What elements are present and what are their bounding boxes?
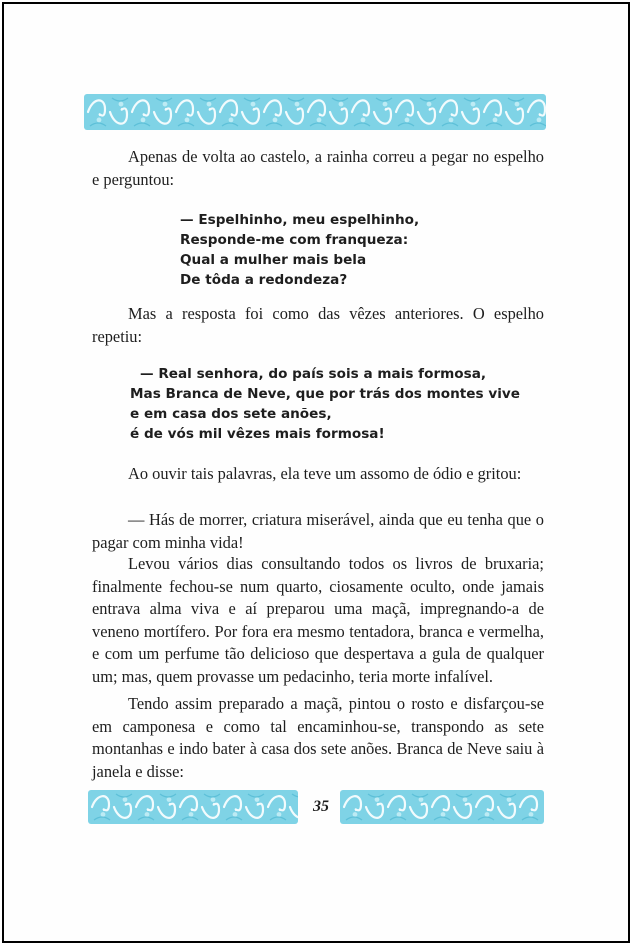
bottom-ornament-left xyxy=(88,790,298,824)
page-number: 35 xyxy=(313,798,329,815)
paragraph-5: Levou vários dias consultando todos os livros de bruxaria; finalmente fechou-se num quarto, ciosamente oculto, onde jamais entrava alma viva e aí preparou uma maçã, impregnando-a de veneno mortífero. Por fora era mesmo tentadora, branca e vermelha, e com um perfume tão delicioso que despertava a gula de qualquer um; mas, quem provasse um pedacinho, teria morte infalível. xyxy=(92,554,544,686)
scroll-ornament-icon xyxy=(340,790,544,824)
book-page xyxy=(2,2,630,943)
verse-line: Mas Branca de Neve, que por trás dos montes vive xyxy=(130,386,520,402)
paragraph-6: Tendo assim preparado a maçã, pintou o rosto e disfarçou-se em camponesa e como tal encaminhou-se, transpondo as sete montanhas e indo bater à casa dos sete anões. Branca de Neve saiu à janela e disse: xyxy=(92,694,544,781)
bottom-ornament-right xyxy=(340,790,544,824)
paragraph-4: — Hás de morrer, criatura miserável, ainda que eu tenha que o pagar com minha vida! xyxy=(92,510,544,552)
scroll-ornament-icon xyxy=(88,790,298,824)
verse-line: e em casa dos sete anões, xyxy=(130,406,332,422)
paragraph-2: Mas a resposta foi como das vêzes anteriores. O espelho repetiu: xyxy=(92,304,544,346)
paragraph-3: Ao ouvir tais palavras, ela teve um assomo de ódio e gritou: xyxy=(128,464,522,483)
verse-1 xyxy=(180,210,419,290)
verse-line: — Espelhinho, meu espelhinho, xyxy=(180,212,420,228)
verse-line: Responde-me com franqueza: xyxy=(180,232,409,248)
top-ornament-band xyxy=(84,94,546,130)
verse-line: De tôda a redondeza? xyxy=(180,272,348,288)
verse-2 xyxy=(130,364,520,444)
verse-line: Qual a mulher mais bela xyxy=(180,252,367,268)
verse-line: — Real senhora, do país sois a mais formosa, xyxy=(140,366,487,382)
paragraph-1: Apenas de volta ao castelo, a rainha correu a pegar no espelho e perguntou: xyxy=(92,147,544,189)
scroll-ornament-icon xyxy=(84,94,546,130)
verse-line: é de vós mil vêzes mais formosa! xyxy=(130,426,385,442)
